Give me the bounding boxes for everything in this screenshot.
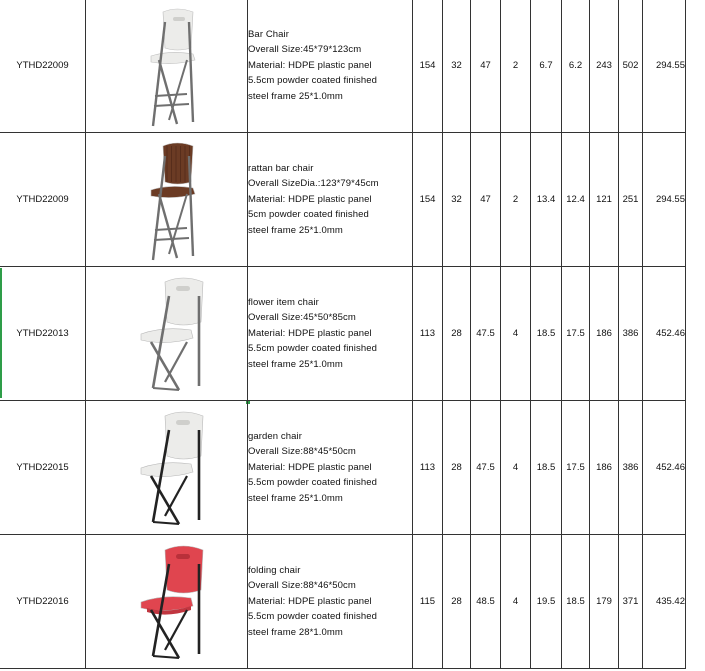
value-3: 47.5 [476,328,495,339]
value-cell [501,401,531,535]
product-image-cell [86,535,248,669]
item-code: YTHD22009 [16,60,69,71]
value-cell [413,535,443,669]
item-code-cell [0,0,86,133]
value-cell [531,535,562,669]
finish: 5.5cm powder coated finished [248,477,378,489]
item-code: YTHD22016 [16,596,69,607]
value-2: 32 [451,60,462,71]
value-6: 6.2 [568,60,583,71]
description-cell [248,133,413,267]
value-cell [471,267,501,401]
product-name: Bar Chair [248,28,290,40]
value-9: 294.55 [655,60,685,71]
value-5: 18.5 [536,462,556,473]
table-row [0,133,686,267]
value-8: 502 [622,60,639,71]
frame-spec: steel frame 25*1.0mm [248,90,343,102]
value-9: 294.55 [655,194,685,205]
description-cell [248,535,413,669]
product-image-cell [86,133,248,267]
value-cell [413,0,443,133]
value-cell [643,267,686,401]
table-row [0,0,686,133]
chair-photo [107,136,227,264]
overall-size: Overall Size:45*50*85cm [248,312,356,324]
product-name: garden chair [248,430,303,442]
value-8: 386 [622,462,639,473]
value-1: 154 [419,194,436,205]
value-cell [643,0,686,133]
value-1: 115 [419,596,436,607]
chair-photo [107,270,227,398]
frame-spec: steel frame 25*1.0mm [248,224,343,236]
product-name: flower item chair [248,296,319,308]
value-cell [443,535,471,669]
value-cell [443,133,471,267]
value-5: 6.7 [539,60,553,71]
value-7: 186 [596,328,612,339]
item-code-cell [0,133,86,267]
value-cell [619,133,643,267]
value-cell [531,267,562,401]
description-cell [248,0,413,133]
frame-spec: steel frame 25*1.0mm [248,492,343,504]
value-cell [643,535,686,669]
value-4: 2 [512,60,519,71]
value-1: 154 [419,60,436,71]
material: Material: HDPE plastic panel [248,595,372,607]
description-cell [248,401,413,535]
value-5: 13.4 [536,194,556,205]
value-1: 113 [419,328,436,339]
item-code-cell [0,267,86,401]
product-name: rattan bar chair [248,162,314,174]
value-4: 2 [512,194,519,205]
item-code-cell [0,401,86,535]
value-cell [531,401,562,535]
overall-size: Overall Size:88*45*50cm [248,446,356,458]
value-cell [590,535,619,669]
description-cell [248,267,413,401]
value-6: 17.5 [566,328,585,339]
value-cell [443,0,471,133]
overall-size: Overall Size:88*46*50cm [248,580,356,592]
value-cell [531,0,562,133]
product-name: folding chair [248,564,301,576]
value-cell [413,401,443,535]
value-cell [471,401,501,535]
value-cell [501,267,531,401]
material: Material: HDPE plastic panel [248,327,372,339]
value-2: 28 [451,328,462,339]
chair-photo [107,538,227,666]
product-image-cell [86,401,248,535]
value-cell [562,133,590,267]
item-code: YTHD22015 [16,462,69,473]
product-image-cell [86,267,248,401]
material: Material: HDPE plastic panel [248,193,372,205]
value-cell [413,267,443,401]
value-9: 452.46 [655,328,685,339]
value-2: 32 [451,194,462,205]
value-4: 4 [512,462,519,473]
material: Material: HDPE plastic panel [248,461,372,473]
table-row [0,535,686,669]
finish: 5.5cm powder coated finished [248,611,378,623]
value-3: 47 [480,60,491,71]
value-cell [643,133,686,267]
value-cell [413,133,443,267]
value-cell [619,535,643,669]
frame-spec: steel frame 28*1.0mm [248,626,343,638]
value-cell [619,401,643,535]
chair-photo [107,404,227,532]
value-cell [471,535,501,669]
value-cell [443,267,471,401]
value-cell [501,133,531,267]
value-3: 47 [480,194,491,205]
value-cell [471,0,501,133]
value-cell [501,0,531,133]
value-cell [619,0,643,133]
chair-photo [107,2,227,130]
value-7: 186 [596,462,612,473]
value-4: 4 [512,596,519,607]
value-5: 19.5 [536,596,556,607]
value-6: 12.4 [566,194,585,205]
value-7: 121 [596,194,612,205]
frame-spec: steel frame 25*1.0mm [248,358,343,370]
item-code: YTHD22013 [16,328,69,339]
finish: 5.5cm powder coated finished [248,75,378,87]
value-cell [501,535,531,669]
value-cell [590,0,619,133]
value-cell [562,535,590,669]
value-8: 386 [622,328,639,339]
value-7: 243 [596,60,612,71]
value-cell [590,133,619,267]
value-5: 18.5 [536,328,556,339]
overall-size: Overall Size:45*79*123cm [248,44,362,56]
table-row [0,401,686,535]
item-code-cell [0,535,86,669]
value-6: 18.5 [566,596,585,607]
table-row [0,267,686,401]
value-2: 28 [451,462,462,473]
value-3: 48.5 [476,596,495,607]
value-9: 452.46 [655,462,685,473]
value-cell [471,133,501,267]
value-6: 17.5 [566,462,585,473]
value-4: 4 [512,328,519,339]
value-8: 251 [622,194,639,205]
value-7: 179 [596,596,612,607]
value-cell [590,267,619,401]
value-cell [443,401,471,535]
finish: 5.5cm powder coated finished [248,343,378,355]
value-1: 113 [419,462,436,473]
value-cell [531,133,562,267]
material: Material: HDPE plastic panel [248,59,372,71]
value-cell [562,267,590,401]
value-cell [619,267,643,401]
value-8: 371 [622,596,639,607]
value-cell [562,401,590,535]
value-9: 435.42 [655,596,685,607]
value-2: 28 [451,596,462,607]
value-cell [562,0,590,133]
value-cell [590,401,619,535]
overall-size: Overall SizeDia.:123*79*45cm [248,178,379,190]
product-image-cell [86,0,248,133]
item-code: YTHD22009 [16,194,69,205]
value-cell [643,401,686,535]
finish: 5cm powder coated finished [248,209,369,221]
value-3: 47.5 [476,462,495,473]
